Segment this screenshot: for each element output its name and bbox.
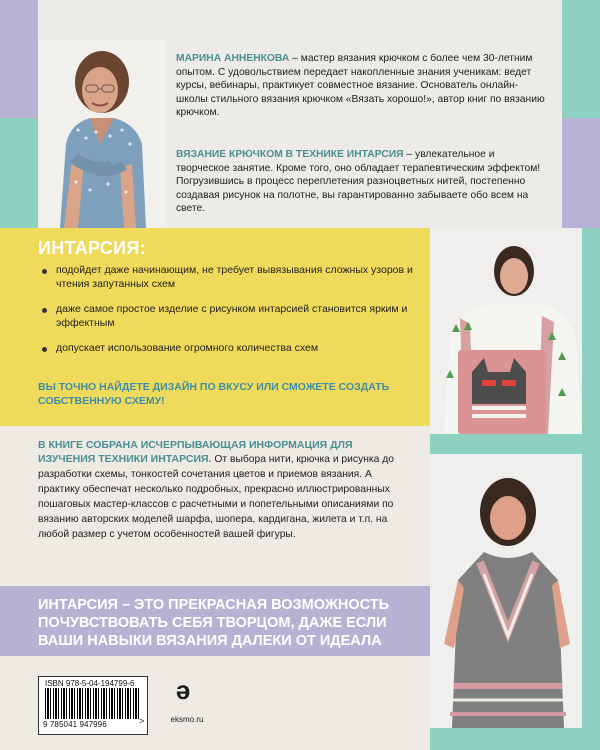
intarsia-slogan: ИНТАРСИЯ – ЭТО ПРЕКРАСНАЯ ВОЗМОЖНОСТЬ ПОЧУВСТВОВАТЬ СЕБЯ ТВОРЦОМ, ДАЖЕ ЕСЛИ ВАШИ НАВЫКИ ВЯЗАНИЯ ДАЛЕКИ ОТ ИДЕАЛА [38, 597, 390, 649]
book-summary [38, 438, 408, 542]
vest-model-image [430, 454, 582, 728]
list-item: допускает использование огромного количества схем [36, 342, 416, 356]
intro-text [176, 148, 548, 216]
publisher-e-icon: ǝ [175, 675, 191, 705]
barcode-graphic [45, 688, 140, 719]
author-photo [38, 40, 166, 228]
bag-photo [430, 228, 582, 434]
isbn-number: ISBN 978-5-04-194799-6 [45, 679, 135, 688]
mint-bottom-strip [430, 728, 600, 750]
intro-title: ВЯЗАНИЕ КРЮЧКОМ В ТЕХНИКЕ ИНТАРСИЯ [176, 149, 404, 160]
design-callout: ВЫ ТОЧНО НАЙДЕТЕ ДИЗАЙН ПО ВКУСУ ИЛИ СМОЖЕТЕ СОЗДАТЬ СОБСТВЕННУЮ СХЕМУ! [38, 381, 390, 407]
intro-body: – увлекательное и творческое занятие. Кроме того, оно обладает терапевтическим эффектом! Погрузившись в процесс переплетения разноцветных нитей, постепенно создавая рисунок на полотне, вы гарантированно забываете обо всем на свете. [176, 149, 541, 215]
list-item: даже самое простое изделие с рисунком интарсией становится ярким и эффектным [36, 303, 416, 330]
barcode-arrow: > [139, 716, 145, 726]
author-bio-text: – мастер вязания крючком с более чем 30-летним опытом. С удовольствием передает накопленные знания ученикам: ведет курсы, вебинары, практикует совместное вязание. Основатель онлайн-школы стильного вязания крючком «Вязать хорошо!», автор книг по вязанию крючком. [176, 53, 545, 119]
author-name: МАРИНА АННЕНКОВА [176, 53, 290, 64]
list-item: подойдет даже начинающим, не требует вывязывания сложных узоров и чтения запутанных схем [36, 264, 416, 291]
vest-photo [430, 454, 582, 728]
barcode-digits: 9 785041 947996 [43, 720, 107, 729]
bag-model-image [430, 228, 582, 434]
intarsia-benefits-list [36, 264, 416, 368]
author-portrait-image [38, 40, 166, 228]
author-bio [176, 52, 548, 120]
intarsia-heading: ИНТАРСИЯ: [38, 238, 146, 258]
publisher-logo [154, 665, 216, 733]
isbn-barcode [38, 676, 148, 735]
lavender-accent-right [562, 118, 600, 228]
publisher-site: eksmo.ru [170, 715, 204, 724]
book-summary-lead: В КНИГЕ СОБРАНА ИСЧЕРПЫВАЮЩАЯ ИНФОРМАЦИЯ ДЛЯ ИЗУЧЕНИЯ ТЕХНИКИ ИНТАРСИЯ. [38, 439, 353, 465]
lavender-accent-left [0, 0, 38, 118]
book-summary-body: От выбора нити, крючка и рисунка до разработки схемы, тонкостей сочетания цветов и приемов вязания. А практику обеспечат несколько подробных, прекрасно иллюстрированных пошаговых мастер-классов с расчетными и попетельными описаниями по вязанию авторских моделей шарфа, шопера, кардигана, жилета и т.п. на любой размер с учетом особенностей вашей фигуры. [38, 454, 394, 540]
